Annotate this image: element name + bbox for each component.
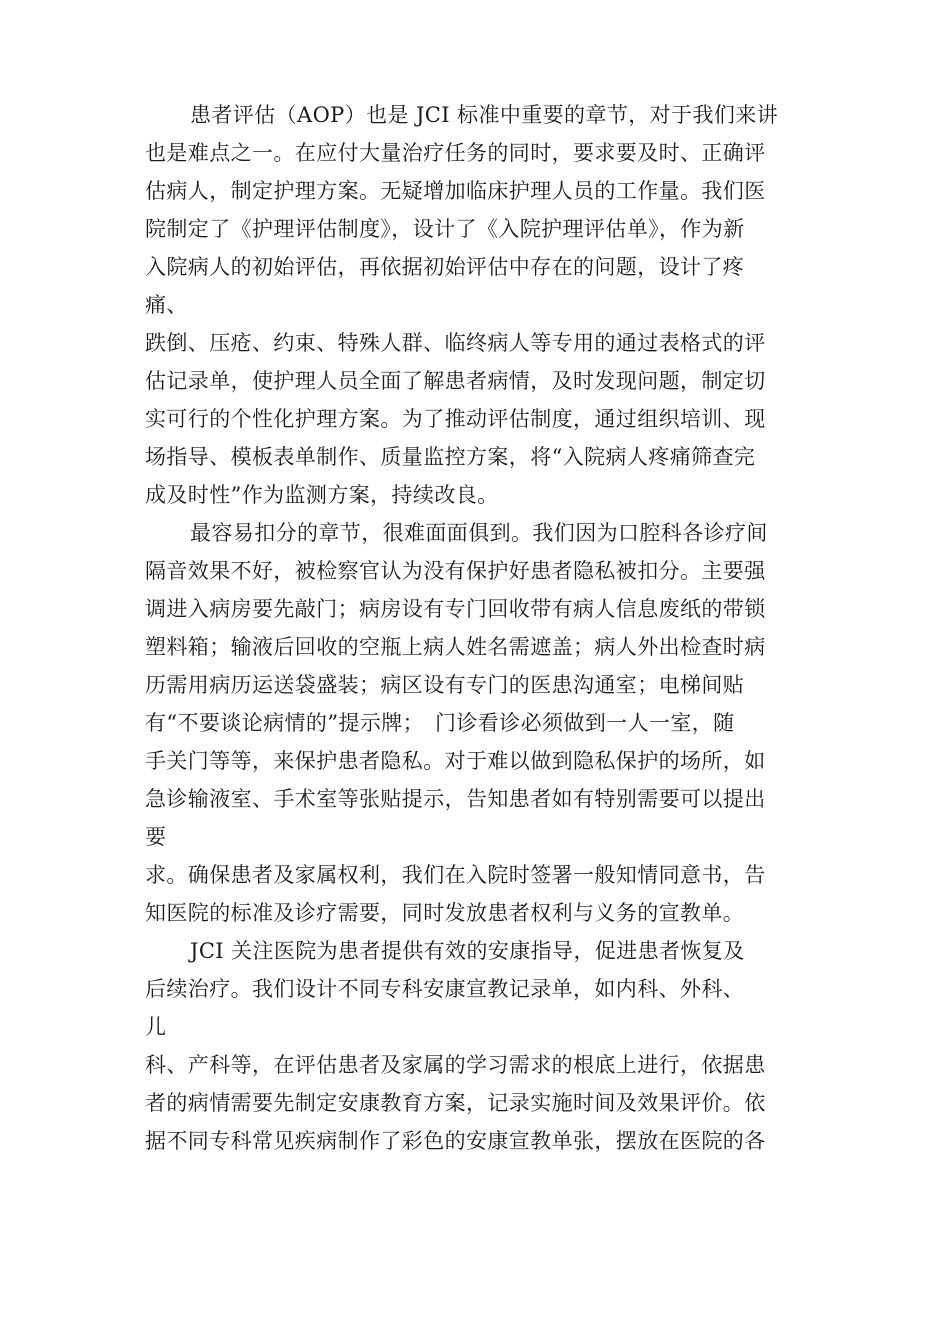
paragraph-line: 求。确保患者及家属权利，我们在入院时签署一般知情同意书，告 xyxy=(145,863,766,887)
paragraph-line: 手关门等等，来保护患者隐私。对于难以做到隐私保护的场所，如 xyxy=(145,749,766,773)
paragraph-line: 估记录单，使护理人员全面了解患者病情，及时发现问题，制定切 xyxy=(145,369,766,393)
paragraph-line: 知医院的标准及诊疗需要，同时发放患者权利与义务的宣教单。 xyxy=(145,901,745,925)
paragraph-line: 据不同专科常见疾病制作了彩色的安康宣教单张，摆放在医院的各 xyxy=(145,1129,766,1153)
paragraph-line: 塑料箱；输液后回收的空瓶上病人姓名需遮盖；病人外出检查时病 xyxy=(145,635,766,659)
paragraph-line: 调进入病房要先敲门；病房设有专门回收带有病人信息废纸的带锁 xyxy=(145,597,766,621)
paragraph-line: 院制定了《护理评估制度》，设计了《入院护理评估单》，作为新 xyxy=(145,217,745,241)
paragraph-line: 后续治疗。我们设计不同专科安康宣教记录单，如内科、外科、 xyxy=(145,977,745,1001)
paragraph-line: 估病人，制定护理方案。无疑增加临床护理人员的工作量。我们医 xyxy=(145,179,766,203)
paragraph-line: 儿 xyxy=(145,1015,167,1039)
paragraph-line: 实可行的个性化护理方案。为了推动评估制度，通过组织培训、现 xyxy=(145,407,766,431)
paragraph-line: 者的病情需要先制定安康教育方案，记录实施时间及效果评价。依 xyxy=(145,1091,766,1115)
paragraph-line: 痛、 xyxy=(145,293,188,317)
paragraph-line: 隔音效果不好，被检察官认为没有保护好患者隐私被扣分。主要强 xyxy=(145,559,766,583)
paragraph-line: JCI 关注医院为患者提供有效的安康指导，促进患者恢复及 xyxy=(190,939,745,963)
paragraph-line: 急诊输液室、手术室等张贴提示，告知患者如有特别需要可以提出 xyxy=(145,787,766,811)
paragraph-line: 科、产科等，在评估患者及家属的学习需求的根底上进行，依据患 xyxy=(145,1053,766,1077)
paragraph-line: 最容易扣分的章节，很难面面俱到。我们因为口腔科各诊疗间 xyxy=(190,521,768,545)
paragraph-line: 成及时性”作为监测方案，持续改良。 xyxy=(145,483,499,507)
paragraph-line: 有“不要谈论病情的”提示牌； 门诊看诊必须做到一人一室，随 xyxy=(145,711,735,735)
paragraph-line: 要 xyxy=(145,825,167,849)
paragraph-line: 患者评估（AOP）也是 JCI 标准中重要的章节，对于我们来讲 xyxy=(190,103,779,127)
paragraph-line: 场指导、模板表单制作、质量监控方案，将“入院病人疼痛筛查完 xyxy=(145,445,756,469)
paragraph-line: 也是难点之一。在应付大量治疗任务的同时，要求要及时、正确评 xyxy=(145,141,766,165)
paragraph-line: 历需用病历运送袋盛装；病区设有专门的医患沟通室；电梯间贴 xyxy=(145,673,745,697)
paragraph-line: 跌倒、压疮、约束、特殊人群、临终病人等专用的通过表格式的评 xyxy=(145,331,766,355)
paragraph-line: 入院病人的初始评估，再依据初始评估中存在的问题，设计了疼 xyxy=(145,255,745,279)
